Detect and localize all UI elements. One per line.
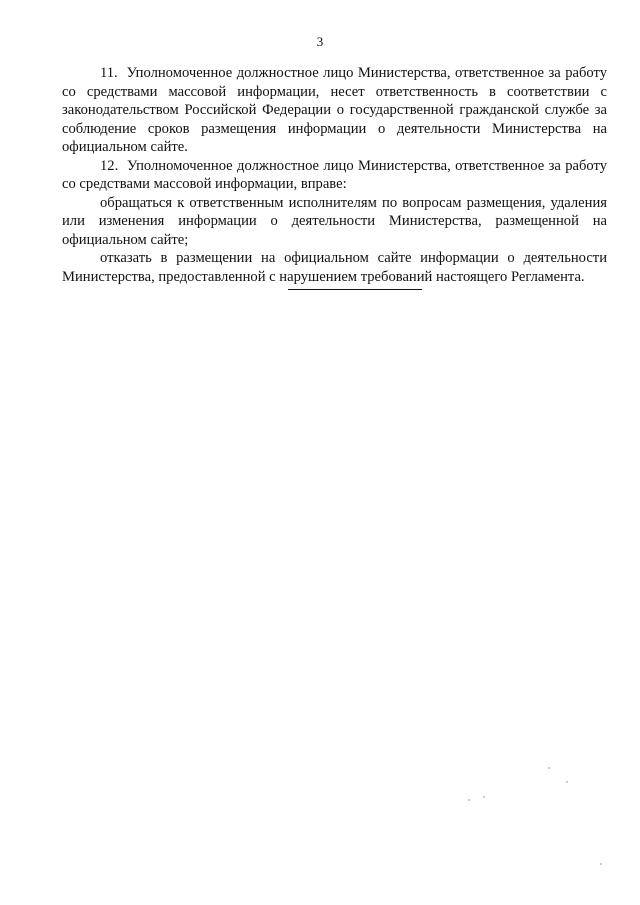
end-divider-line <box>288 289 422 290</box>
scan-speck <box>548 767 550 769</box>
scan-speck <box>600 863 602 865</box>
paragraph-12-item-1: обращаться к ответственным исполнителям по вопросам размещения, удаления или изменения информации о деятельности Министерства, размещенной на официальном сайте; <box>62 194 607 248</box>
page-number: 3 <box>316 34 324 49</box>
scan-speck <box>483 796 485 798</box>
paragraph-12: 12. Уполномоченное должностное лицо Министерства, ответственное за работу со средствами массовой информации, вправе: <box>62 157 607 192</box>
scan-speck <box>566 781 568 783</box>
document-body <box>62 64 607 286</box>
paragraph-12-item-2: отказать в размещении на официальном сайте информации о деятельности Министерства, предоставленной с нарушением требований настоящего Регламента. <box>62 250 607 285</box>
paragraph-11: 11. Уполномоченное должностное лицо Министерства, ответственное за работу со средствами массовой информации, несет ответственность в соответствии с законодательством Российской Федерации о государственной гражданской службе за соблюдение сроков размещения информации о деятельности Министерства на официальном сайте. <box>62 65 607 155</box>
scan-speck <box>468 799 470 801</box>
